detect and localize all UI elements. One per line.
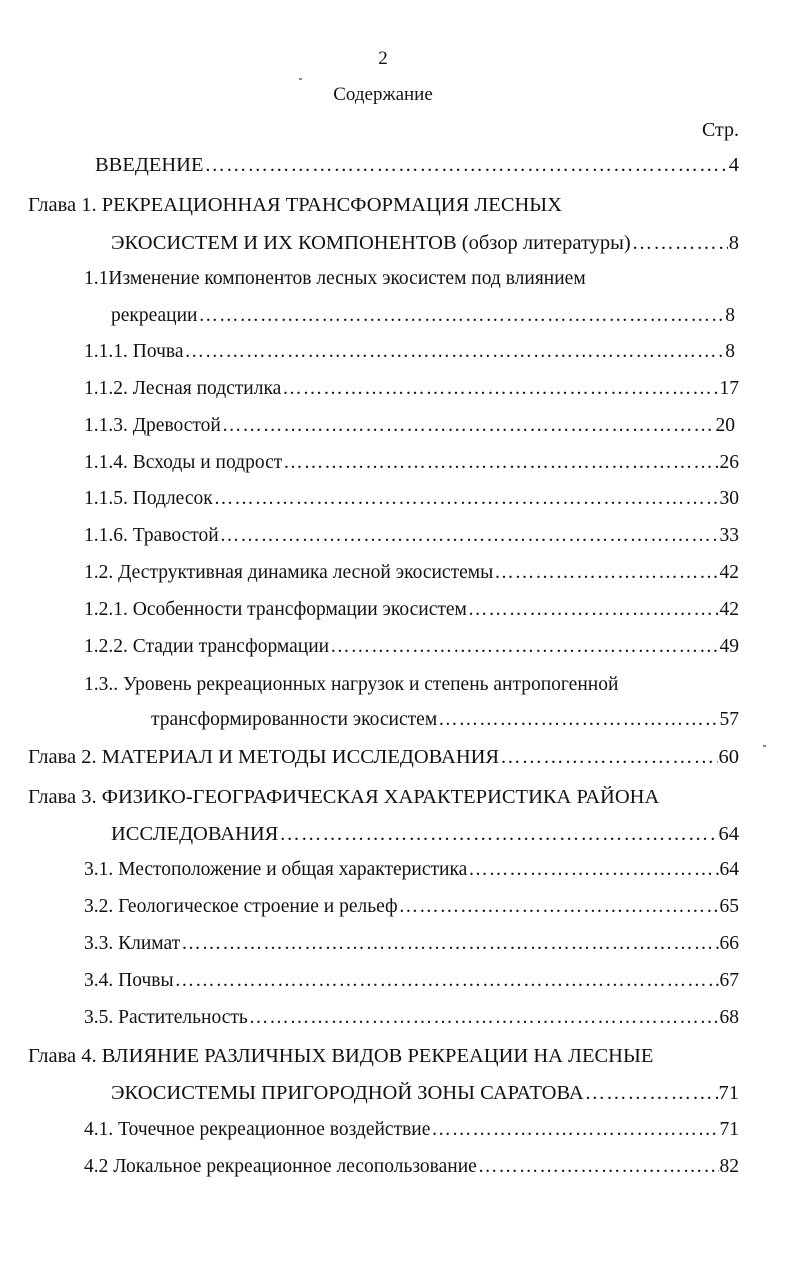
dot-leader <box>249 1003 719 1033</box>
toc-entry-chapter-2 <box>28 742 739 772</box>
toc-entry-section-1-1-3 <box>84 411 735 441</box>
toc-entry-section-1-1-6 <box>84 521 739 551</box>
toc-entry-label: 4.2 Локальное рекреационное лесопользование <box>84 1156 477 1177</box>
page-number: 2 <box>378 48 388 69</box>
toc-entry-label: 1.2.2. Стадии трансформации <box>84 636 330 657</box>
toc-entry-page: 20 <box>715 415 735 436</box>
toc-entry-page: 67 <box>719 970 739 991</box>
dot-leader <box>494 558 718 588</box>
toc-entry-page: 64 <box>718 823 739 845</box>
toc-entry-section-1-3 <box>151 705 739 735</box>
dot-leader <box>431 1115 718 1145</box>
toc-chapter-1-line1: Глава 1. РЕКРЕАЦИОННАЯ ТРАНСФОРМАЦИЯ ЛЕСНЫХ <box>28 194 562 216</box>
dot-leader <box>205 150 728 180</box>
toc-entry-section-1-2-2 <box>84 632 739 662</box>
toc-entry-page: 42 <box>719 562 739 583</box>
toc-entry-page: 30 <box>719 488 739 509</box>
dot-leader <box>175 966 719 996</box>
toc-chapter-4-line1: Глава 4. ВЛИЯНИЕ РАЗЛИЧНЫХ ВИДОВ РЕКРЕАЦИИ НА ЛЕСНЫЕ <box>28 1045 654 1067</box>
toc-entry-label: 4.1. Точечное рекреационное воздействие <box>84 1119 431 1140</box>
dot-leader <box>220 521 719 551</box>
toc-entry-page: 64 <box>719 859 739 880</box>
dot-leader <box>214 484 719 514</box>
toc-entry-label: ИССЛЕДОВАНИЯ <box>111 823 279 845</box>
dot-leader <box>222 411 715 441</box>
dot-leader <box>330 632 718 662</box>
toc-entry-section-1-1-4 <box>84 448 739 478</box>
toc-entry-label: 1.1.1. Почва <box>84 341 184 362</box>
dot-leader <box>185 337 725 367</box>
dot-leader <box>283 448 718 478</box>
toc-entry-page: 26 <box>719 452 739 473</box>
toc-title: Содержание <box>333 84 433 105</box>
dot-leader <box>438 705 718 735</box>
toc-entry-label: 3.2. Геологическое строение и рельеф <box>84 896 398 917</box>
toc-entry-page: 8 <box>725 305 735 326</box>
toc-entry-label: 3.3. Климат <box>84 933 181 954</box>
toc-entry-label: трансформированности экосистем <box>151 709 438 730</box>
dot-leader <box>478 1152 719 1182</box>
toc-entry-section-1-1 <box>111 301 735 331</box>
toc-entry-page: 71 <box>718 1082 739 1104</box>
toc-entry-page: 33 <box>719 525 739 546</box>
toc-entry-section-1-1-5 <box>84 484 739 514</box>
toc-entry-section-4-2 <box>84 1152 739 1182</box>
toc-entry-page: 66 <box>719 933 739 954</box>
toc-section-1-3-line1: 1.3.. Уровень рекреационных нагрузок и степень антропогенной <box>84 674 619 695</box>
toc-entry-page: 60 <box>718 746 739 768</box>
toc-entry-page: 49 <box>719 636 739 657</box>
toc-entry-label: ЭКОСИСТЕМ И ИХ КОМПОНЕНТОВ (обзор литературы) <box>111 232 631 254</box>
toc-entry-label: 1.2.1. Особенности трансформации экосистем <box>84 599 467 620</box>
toc-entry-label: Глава 2. МАТЕРИАЛ И МЕТОДЫ ИССЛЕДОВАНИЯ <box>28 746 500 768</box>
toc-entry-page: 8 <box>725 341 735 362</box>
dot-leader <box>198 301 724 331</box>
toc-entry-section-1-2-1 <box>84 595 739 625</box>
toc-entry-label: 3.4. Почвы <box>84 970 174 991</box>
page-column-header: Стр. <box>701 119 739 141</box>
toc-entry-section-1-1-2 <box>84 374 739 404</box>
dot-leader <box>279 819 717 849</box>
toc-entry-section-3-1 <box>84 855 739 885</box>
scan-speck <box>299 78 302 80</box>
toc-entry-page: 42 <box>719 599 739 620</box>
toc-entry-section-4-1 <box>84 1115 739 1145</box>
dot-leader <box>282 374 718 404</box>
toc-entry-label: ЭКОСИСТЕМЫ ПРИГОРОДНОЙ ЗОНЫ САРАТОВА <box>111 1082 584 1104</box>
toc-entry-section-3-2 <box>84 892 739 922</box>
toc-entry-section-3-3 <box>84 929 739 959</box>
dot-leader <box>468 855 718 885</box>
toc-entry-page: 71 <box>719 1119 739 1140</box>
dot-leader <box>181 929 718 959</box>
toc-entry-label: 3.5. Растительность <box>84 1007 248 1028</box>
dot-leader <box>399 892 719 922</box>
dot-leader <box>468 595 719 625</box>
toc-entry-section-1-2 <box>84 558 739 588</box>
toc-entry-label: 1.1.4. Всходы и подрост <box>84 452 283 473</box>
toc-entry-page: 57 <box>719 709 739 730</box>
toc-entry-page: 65 <box>719 896 739 917</box>
toc-entry-introduction <box>95 150 739 180</box>
dot-leader <box>500 742 717 772</box>
toc-entry-label: 1.1.3. Древостой <box>84 415 221 436</box>
toc-entry-section-3-4 <box>84 966 739 996</box>
toc-entry-section-3-5 <box>84 1003 739 1033</box>
toc-entry-chapter-3 <box>111 819 739 849</box>
toc-entry-chapter-1 <box>111 228 739 258</box>
toc-entry-label: 1.2. Деструктивная динамика лесной экосистемы <box>84 562 494 583</box>
toc-section-1-1-line1: 1.1Изменение компонентов лесных экосистем под влиянием <box>84 268 586 289</box>
toc-entry-label: 1.1.6. Травостой <box>84 525 219 546</box>
toc-entry-page: 4 <box>728 154 739 176</box>
dot-leader <box>585 1078 718 1108</box>
toc-entry-label: рекреации <box>111 305 198 326</box>
toc-entry-page: 68 <box>719 1007 739 1028</box>
toc-entry-page: 82 <box>719 1156 739 1177</box>
toc-chapter-3-line1: Глава 3. ФИЗИКО-ГЕОГРАФИЧЕСКАЯ ХАРАКТЕРИСТИКА РАЙОНА <box>28 786 660 808</box>
toc-entry-label: 3.1. Местоположение и общая характеристика <box>84 859 468 880</box>
toc-entry-section-1-1-1 <box>84 337 735 367</box>
toc-entry-page: 17 <box>719 378 739 399</box>
toc-entry-label: 1.1.5. Подлесок <box>84 488 213 509</box>
toc-entry-label: 1.1.2. Лесная подстилка <box>84 378 282 399</box>
toc-entry-chapter-4 <box>111 1078 739 1108</box>
toc-entry-label: ВВЕДЕНИЕ <box>95 154 204 176</box>
scan-speck <box>763 745 766 747</box>
dot-leader <box>632 228 728 258</box>
toc-entry-page: 8 <box>728 232 739 254</box>
